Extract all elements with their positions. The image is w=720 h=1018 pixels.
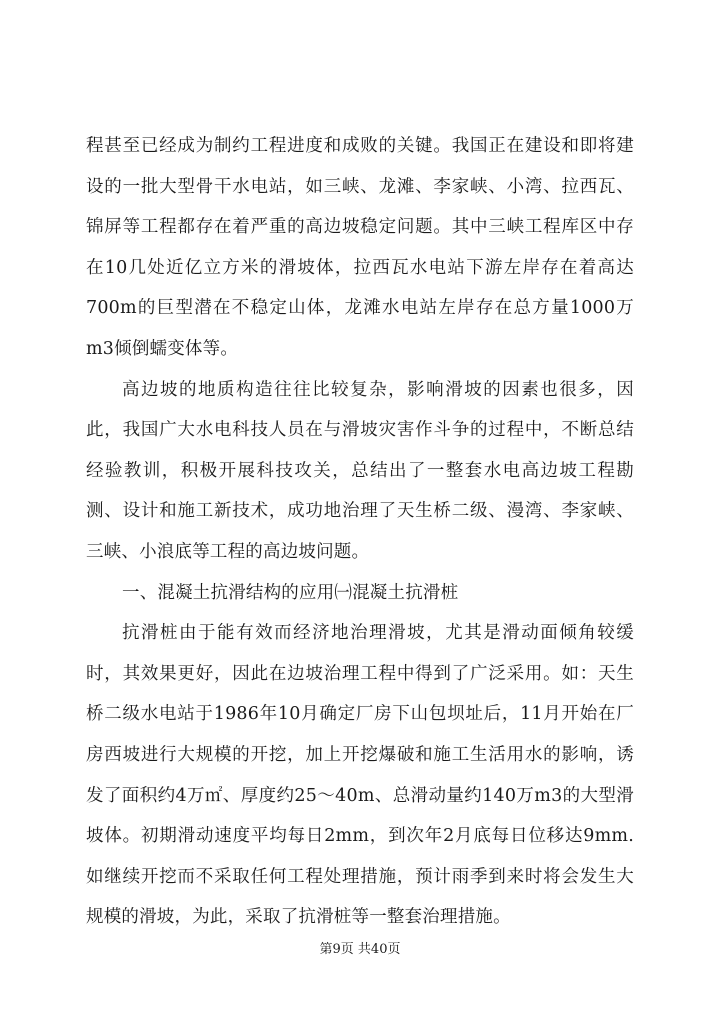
page-number-footer: 第9页 共40页 <box>319 942 401 957</box>
document-body <box>86 126 634 938</box>
paragraph-3: 抗滑桩由于能有效而经济地治理滑坡，尤其是滑动面倾角较缓时，其效果更好，因此在边坡治理工程中得到了广泛采用。如：天生桥二级水电站于1986年10月确定厂房下山包坝址后，11月开始在厂房西坡进行大规模的开挖，加上开挖爆破和施工生活用水的影响，诱发了面积约4万㎡、厚度约25～40m、总滑动量约140万m3的大型滑坡体。初期滑动速度平均每日2mm，到次年2月底每日位移达9mm.如继续开挖而不采取任何工程处理措施，预计雨季到来时将会发生大规模的滑坡，为此，采取了抗滑桩等一整套治理措施。 <box>86 623 634 928</box>
section-heading: 一、混凝土抗滑结构的应用㈠混凝土抗滑桩 <box>122 582 459 603</box>
paragraph-2: 高边坡的地质构造往往比较复杂，影响滑坡的因素也很多，因此，我国广大水电科技人员在与滑坡灾害作斗争的过程中，不断总结经验教训，积极开展科技攻关，总结出了一整套水电高边坡工程勘测、设计和施工新技术，成功地治理了天生桥二级、漫湾、李家峡、三峡、小浪底等工程的高边坡问题。 <box>86 379 634 562</box>
paragraph-1: 程甚至已经成为制约工程进度和成败的关键。我国正在建设和即将建设的一批大型骨干水电站，如三峡、龙滩、李家峡、小湾、拉西瓦、锦屏等工程都存在着严重的高边坡稳定问题。其中三峡工程库区中存在10几处近亿立方米的滑坡体，拉西瓦水电站下游左岸存在着高达700m的巨型潜在不稳定山体，龙滩水电站左岸存在总方量1000万m3倾倒蠕变体等。 <box>86 136 634 359</box>
